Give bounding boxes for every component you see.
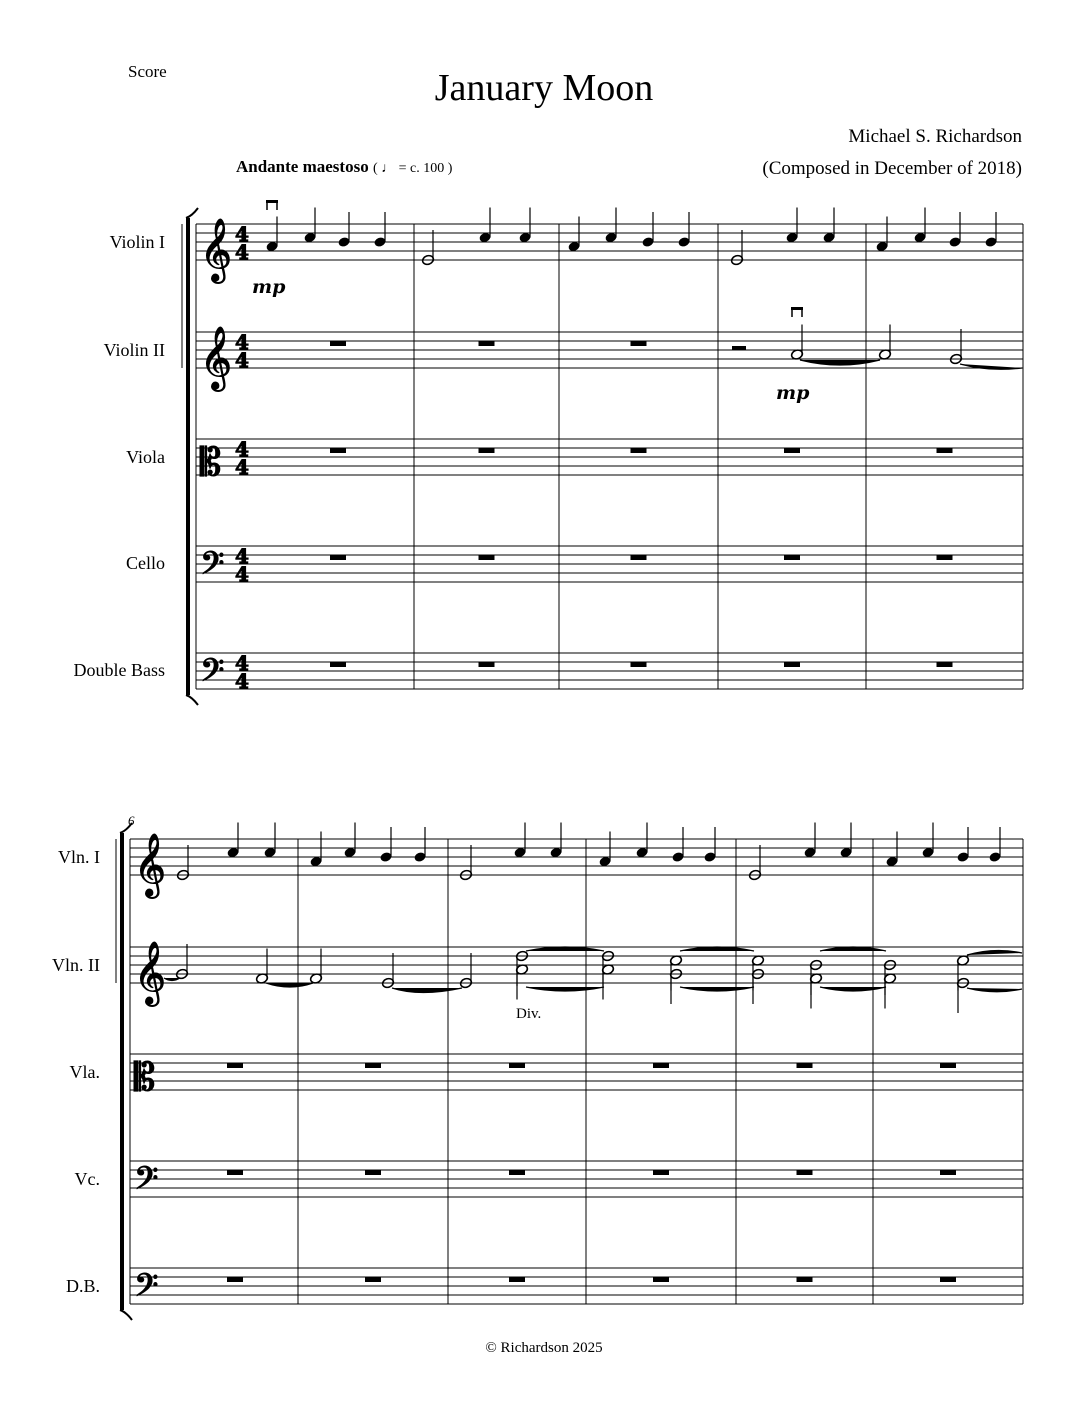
- composition-date: (Composed in December of 2018): [762, 158, 1022, 179]
- whole-rest: [365, 1277, 381, 1282]
- clef-bass: 𝄢: [200, 545, 225, 589]
- whole-rest: [330, 448, 346, 453]
- time-signature-bottom: 4: [235, 240, 249, 264]
- instrument-label-viola: Viola: [126, 447, 165, 467]
- composer-name: Michael S. Richardson: [848, 126, 1022, 147]
- whole-rest: [227, 1277, 243, 1282]
- time-signature-top: 4: [235, 544, 249, 568]
- whole-rest: [365, 1170, 381, 1175]
- clef-treble: 𝄞: [200, 326, 232, 389]
- whole-rest: [937, 555, 953, 560]
- time-signature-bottom: 4: [235, 669, 249, 693]
- tie: [526, 987, 604, 991]
- clef-bass: 𝄢: [134, 1267, 159, 1311]
- clef-treble: 𝄞: [134, 833, 166, 896]
- measure-number-6: 6: [128, 813, 135, 828]
- whole-rest: [631, 448, 647, 453]
- instrument-label-vc-short: Vc.: [74, 1169, 100, 1189]
- tie: [392, 988, 462, 993]
- whole-rest: [330, 341, 346, 346]
- tie: [967, 988, 1022, 992]
- time-signature-top: 4: [235, 651, 249, 675]
- down-bow-mark: [266, 200, 278, 203]
- tie: [967, 950, 1022, 955]
- copyright-footer: © Richardson 2025: [485, 1340, 603, 1356]
- clef-treble: 𝄞: [134, 941, 166, 1004]
- whole-rest: [509, 1277, 525, 1282]
- whole-rest: [937, 448, 953, 453]
- whole-rest: [653, 1170, 669, 1175]
- whole-rest: [784, 555, 800, 560]
- tie: [164, 978, 180, 981]
- whole-rest: [631, 341, 647, 346]
- whole-rest: [784, 662, 800, 667]
- instrument-label-vla-short: Vla.: [69, 1062, 100, 1082]
- instrument-label-vln1-short: Vln. I: [58, 847, 100, 867]
- whole-rest: [797, 1170, 813, 1175]
- tie: [526, 947, 604, 951]
- score-label: Score: [128, 62, 167, 81]
- whole-rest: [937, 662, 953, 667]
- dynamic-mp-violin-1: mp: [252, 276, 286, 298]
- tie: [960, 364, 1022, 369]
- tie: [820, 947, 886, 951]
- page-title: January Moon: [434, 67, 654, 109]
- whole-rest: [631, 662, 647, 667]
- whole-rest: [653, 1063, 669, 1068]
- clef-bass: 𝄢: [200, 652, 225, 696]
- clef-bass: 𝄢: [134, 1160, 159, 1204]
- whole-rest: [365, 1063, 381, 1068]
- clef-alto: 𝄡: [200, 440, 222, 484]
- dynamic-mp-violin-2: mp: [776, 382, 810, 404]
- whole-rest: [940, 1277, 956, 1282]
- tie: [800, 360, 880, 365]
- whole-rest: [653, 1277, 669, 1282]
- half-rest: [732, 346, 746, 350]
- whole-rest: [509, 1063, 525, 1068]
- bracket-bottom-hook: [186, 695, 198, 705]
- metronome-mark: ( ♩ = c. 100 ): [372, 161, 453, 176]
- down-bow-mark: [791, 307, 803, 310]
- whole-rest: [227, 1063, 243, 1068]
- time-signature-bottom: 4: [235, 455, 249, 479]
- divisi-marking: Div.: [516, 1006, 542, 1022]
- whole-rest: [631, 555, 647, 560]
- whole-rest: [479, 555, 495, 560]
- instrument-label-cello: Cello: [126, 553, 165, 573]
- whole-rest: [330, 662, 346, 667]
- time-signature-top: 4: [235, 437, 249, 461]
- time-signature-top: 4: [235, 330, 249, 354]
- time-signature-bottom: 4: [235, 348, 249, 372]
- clef-alto: 𝄡: [134, 1055, 156, 1099]
- whole-rest: [784, 448, 800, 453]
- whole-rest: [940, 1170, 956, 1175]
- whole-rest: [479, 448, 495, 453]
- time-signature-bottom: 4: [235, 562, 249, 586]
- tie: [680, 987, 754, 991]
- tie: [820, 987, 886, 991]
- time-signature-top: 4: [235, 222, 249, 246]
- bracket-top-hook: [186, 208, 198, 218]
- instrument-label-violin-1: Violin I: [109, 232, 165, 252]
- instrument-label-double-bass: Double Bass: [73, 660, 165, 680]
- whole-rest: [797, 1277, 813, 1282]
- clef-treble: 𝄞: [200, 218, 232, 281]
- tie: [680, 947, 754, 951]
- whole-rest: [797, 1063, 813, 1068]
- whole-rest: [330, 555, 346, 560]
- bracket-bottom-hook: [120, 1310, 132, 1320]
- instrument-label-violin-2: Violin II: [103, 340, 165, 360]
- whole-rest: [479, 662, 495, 667]
- whole-rest: [227, 1170, 243, 1175]
- instrument-label-vln2-short: Vln. II: [52, 955, 100, 975]
- whole-rest: [940, 1063, 956, 1068]
- whole-rest: [479, 341, 495, 346]
- whole-rest: [509, 1170, 525, 1175]
- tie: [266, 983, 313, 987]
- instrument-label-db-short: D.B.: [65, 1276, 100, 1296]
- tempo-text: Andante maestoso: [236, 157, 369, 176]
